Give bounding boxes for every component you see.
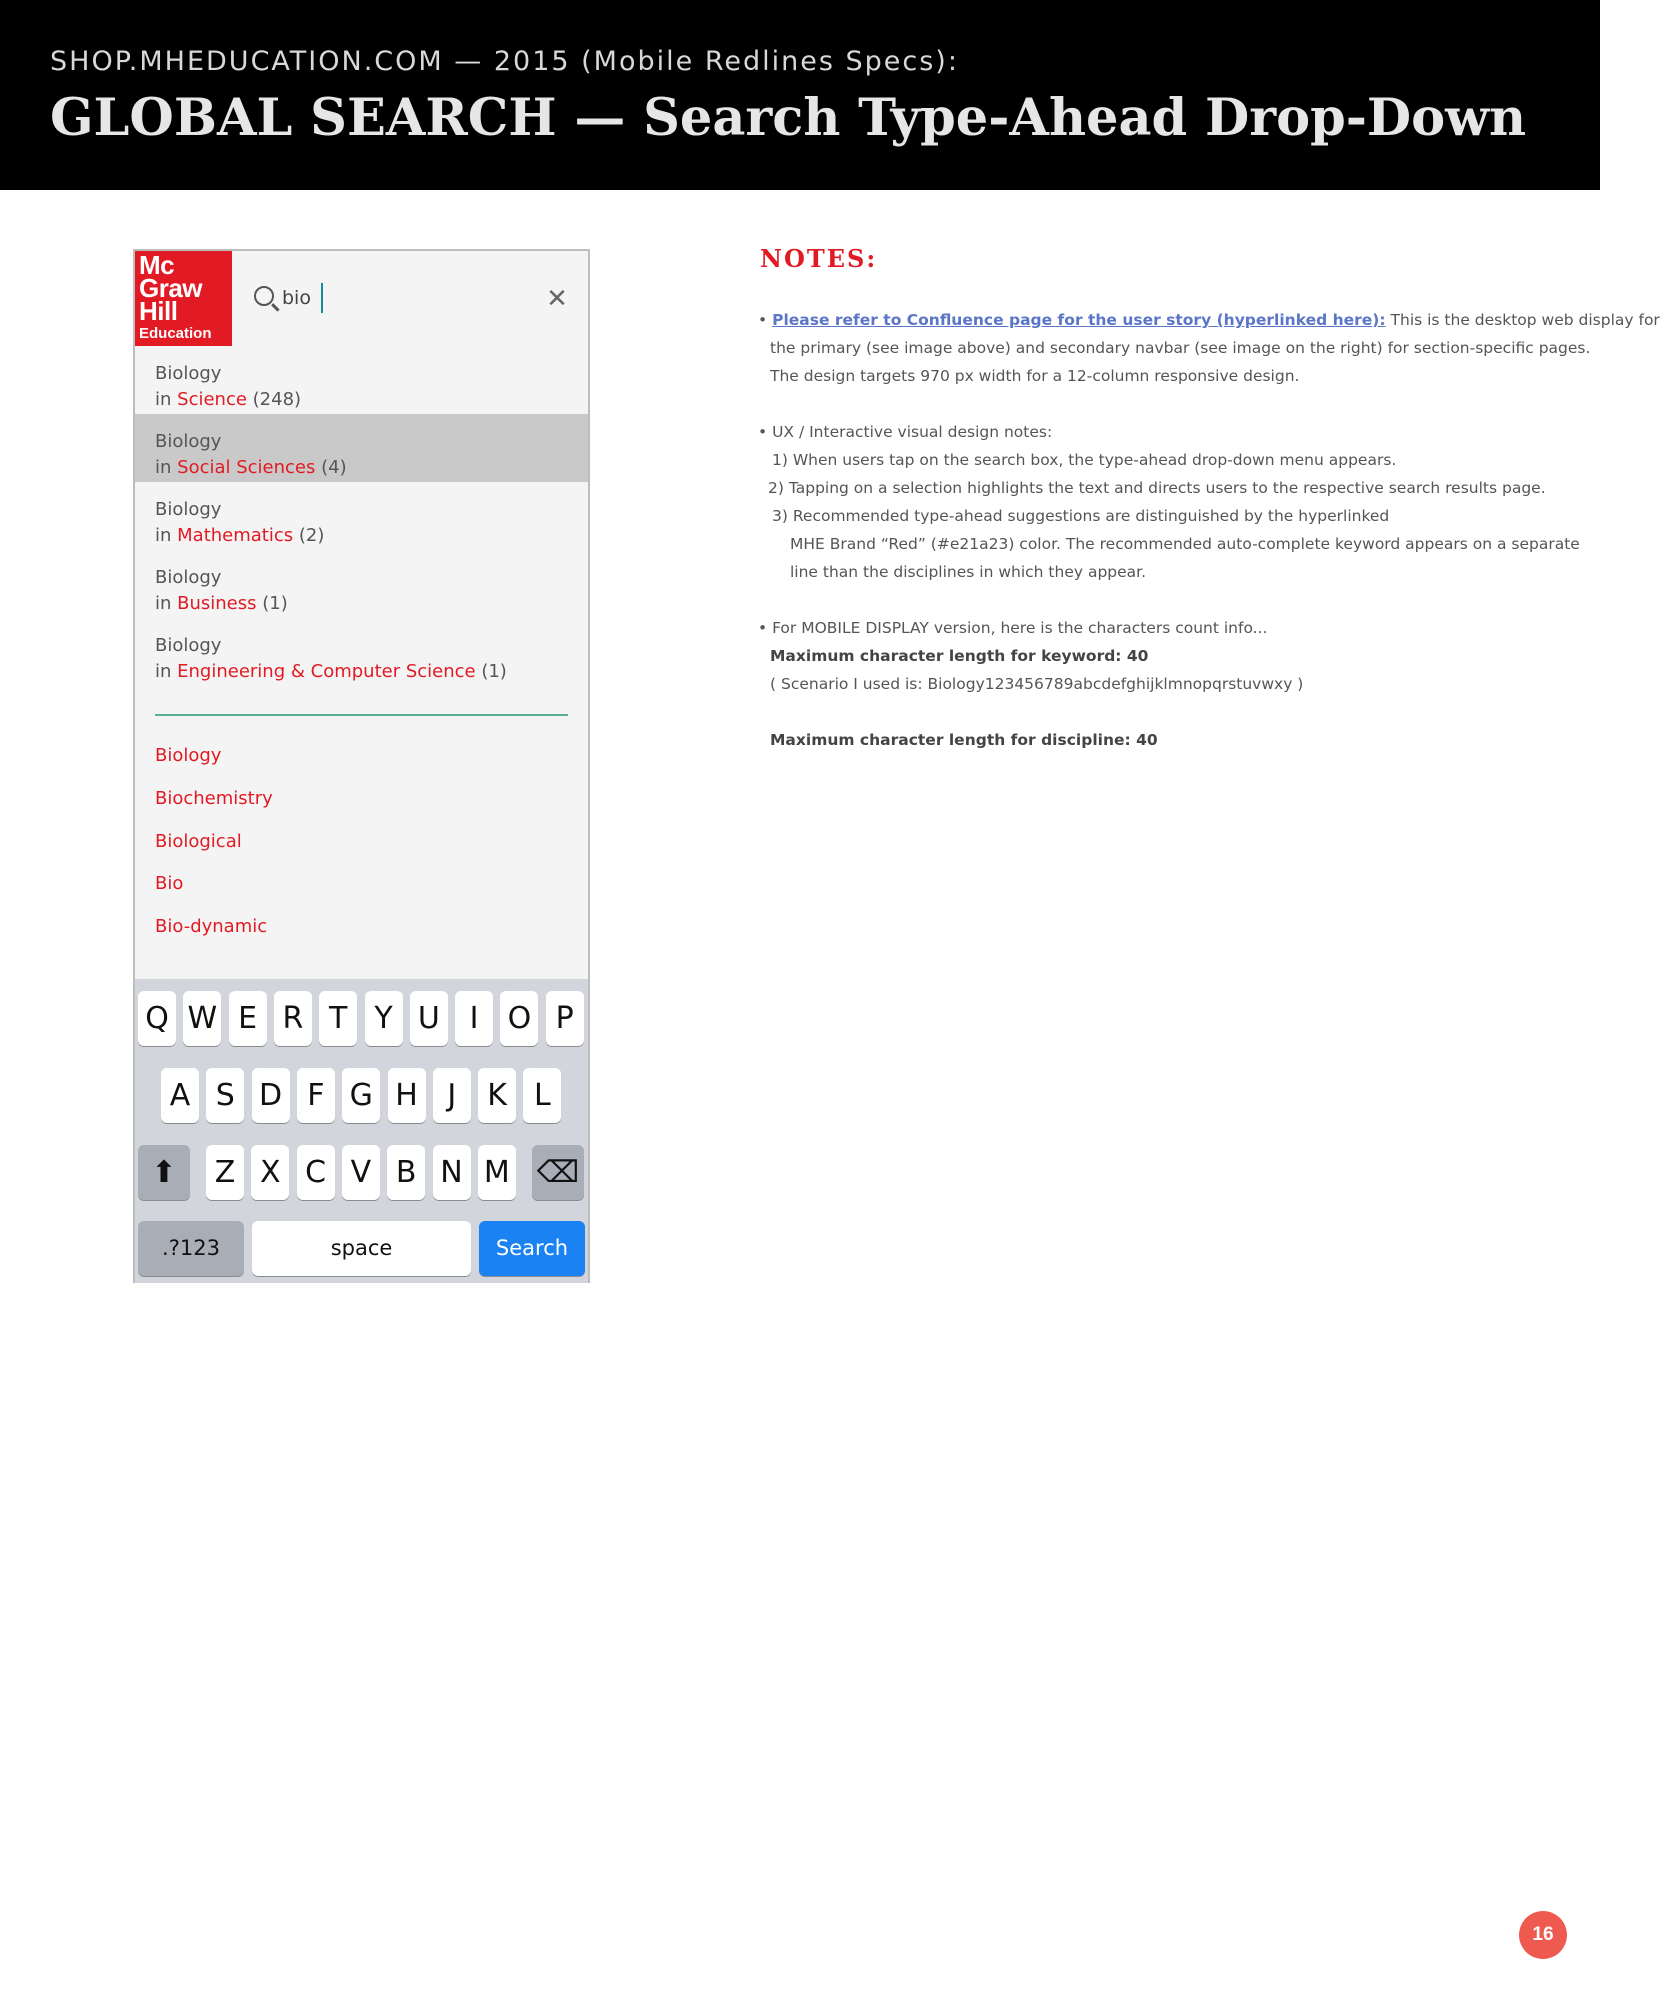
page-number: 16: [1519, 1911, 1567, 1959]
logo-line-hill: Hill: [139, 296, 178, 326]
note-max-keyword: Maximum character length for keyword: 40: [770, 647, 1149, 665]
recommended-item[interactable]: Biochemistry: [155, 788, 273, 809]
note-ux-item: 1) When users tap on the search box, the type-ahead drop-down menu appears.: [772, 451, 1397, 469]
suggestion-item[interactable]: [135, 414, 588, 482]
numbers-key[interactable]: .?123: [138, 1221, 244, 1276]
key-w[interactable]: W: [183, 991, 221, 1046]
note-text: The design targets 970 px width for a 12-column responsive design.: [770, 367, 1300, 385]
key-v[interactable]: V: [342, 1145, 380, 1200]
key-a[interactable]: A: [161, 1068, 199, 1123]
key-g[interactable]: G: [342, 1068, 380, 1123]
recommended-item[interactable]: Biology: [155, 745, 222, 766]
notes-title: NOTES:: [760, 244, 878, 273]
shift-key-icon[interactable]: ⬆: [138, 1145, 190, 1200]
suggestion-item[interactable]: [135, 618, 588, 686]
note-ux-item: line than the disciplines in which they appear.: [790, 563, 1147, 581]
suggestion-discipline[interactable]: Business: [177, 593, 257, 614]
suggestion-prefix: in: [155, 457, 178, 478]
note-text: the primary (see image above) and secondary navbar (see image on the right) for section-specific pages.: [770, 339, 1591, 357]
suggestion-prefix: in: [155, 661, 178, 682]
search-input[interactable]: [282, 281, 502, 315]
key-l[interactable]: L: [523, 1068, 561, 1123]
key-n[interactable]: N: [433, 1145, 471, 1200]
space-key[interactable]: space: [252, 1221, 471, 1276]
key-u[interactable]: U: [410, 991, 448, 1046]
suggestion-count: (1): [475, 661, 507, 682]
note-ux-item: MHE Brand “Red” (#e21a23) color. The recommended auto-complete keyword appears on a separate: [790, 535, 1580, 553]
key-h[interactable]: H: [388, 1068, 426, 1123]
confluence-link[interactable]: Please refer to Confluence page for the user story (hyperlinked here):: [772, 311, 1386, 329]
key-r[interactable]: R: [274, 991, 312, 1046]
suggestion-discipline[interactable]: Science: [177, 389, 247, 410]
key-o[interactable]: O: [500, 991, 538, 1046]
recommended-item[interactable]: Biological: [155, 831, 242, 852]
suggestion-count: (1): [256, 593, 288, 614]
recommended-item[interactable]: Bio-dynamic: [155, 916, 268, 937]
logo-line-graw: Graw: [139, 273, 203, 303]
note-confluence: • Please refer to Confluence page for the user story (hyperlinked here): This is the desktop web display for: [758, 311, 1660, 329]
note-mobile-heading: • For MOBILE DISPLAY version, here is the characters count info...: [758, 619, 1268, 637]
key-t[interactable]: T: [319, 991, 357, 1046]
suggestion-discipline[interactable]: Social Sciences: [177, 457, 316, 478]
note-ux-heading: • UX / Interactive visual design notes:: [758, 423, 1053, 441]
suggestion-discipline-line: [155, 591, 588, 617]
suggestion-discipline-line: [155, 523, 588, 549]
key-x[interactable]: X: [251, 1145, 289, 1200]
key-s[interactable]: S: [206, 1068, 244, 1123]
note-max-discipline: Maximum character length for discipline: 40: [770, 731, 1158, 749]
suggestion-keyword: Biology: [155, 363, 222, 384]
onscreen-keyboard: [135, 979, 588, 1283]
suggestion-keyword: Biology: [155, 567, 222, 588]
note-ux-item: 2) Tapping on a selection highlights the text and directs users to the respective search results page.: [768, 479, 1546, 497]
suggestion-item[interactable]: [135, 550, 588, 618]
suggestion-prefix: in: [155, 593, 178, 614]
suggestion-discipline-line: [155, 455, 588, 481]
close-icon[interactable]: ✕: [546, 283, 568, 313]
text-caret: [321, 283, 323, 313]
key-j[interactable]: J: [433, 1068, 471, 1123]
suggestion-discipline-line: [155, 659, 588, 685]
suggestion-discipline-line: [155, 387, 588, 413]
key-q[interactable]: Q: [138, 991, 176, 1046]
page-header: [0, 0, 1600, 190]
key-z[interactable]: Z: [206, 1145, 244, 1200]
recommended-item[interactable]: Bio: [155, 873, 184, 894]
mcgraw-hill-logo[interactable]: [135, 251, 232, 346]
key-m[interactable]: M: [478, 1145, 516, 1200]
page-title: GLOBAL SEARCH — Search Type-Ahead Drop-Down: [50, 88, 1527, 148]
key-b[interactable]: B: [387, 1145, 425, 1200]
logo-line-mc: Mc: [139, 250, 175, 280]
suggestion-prefix: in: [155, 389, 178, 410]
search-icon: [254, 286, 274, 306]
suggestion-discipline[interactable]: Mathematics: [177, 525, 294, 546]
page-subtitle: SHOP.MHEDUCATION.COM — 2015 (Mobile Redlines Specs):: [50, 46, 959, 77]
suggestion-prefix: in: [155, 525, 178, 546]
note-ux-item: 3) Recommended type-ahead suggestions are distinguished by the hyperlinked: [772, 507, 1390, 525]
suggestion-count: (2): [293, 525, 325, 546]
suggestion-item[interactable]: [135, 482, 588, 550]
suggestion-keyword: Biology: [155, 635, 222, 656]
phone-mockup: [133, 249, 590, 1283]
suggestion-discipline[interactable]: Engineering & Computer Science: [177, 661, 476, 682]
suggestion-item[interactable]: [135, 346, 588, 414]
note-text: This is the desktop web display for: [1385, 311, 1660, 329]
notes-body: [758, 306, 1660, 754]
key-d[interactable]: D: [252, 1068, 290, 1123]
note-scenario: ( Scenario I used is: Biology123456789abcdefghijklmnopqrstuvwxy ): [770, 675, 1304, 693]
suggestion-keyword: Biology: [155, 431, 222, 452]
key-i[interactable]: I: [455, 991, 493, 1046]
suggestion-keyword: Biology: [155, 499, 222, 520]
suggestion-count: (4): [315, 457, 347, 478]
backspace-key-icon[interactable]: ⌫: [532, 1145, 584, 1200]
suggestion-divider: [155, 714, 568, 716]
search-key[interactable]: Search: [479, 1221, 585, 1276]
key-p[interactable]: P: [546, 991, 584, 1046]
key-c[interactable]: C: [297, 1145, 335, 1200]
key-e[interactable]: E: [229, 991, 267, 1046]
key-f[interactable]: F: [297, 1068, 335, 1123]
logo-line-education: Education: [139, 325, 212, 342]
key-k[interactable]: K: [478, 1068, 516, 1123]
search-bar: [232, 251, 588, 346]
key-y[interactable]: Y: [365, 991, 403, 1046]
suggestion-count: (248): [246, 389, 302, 410]
